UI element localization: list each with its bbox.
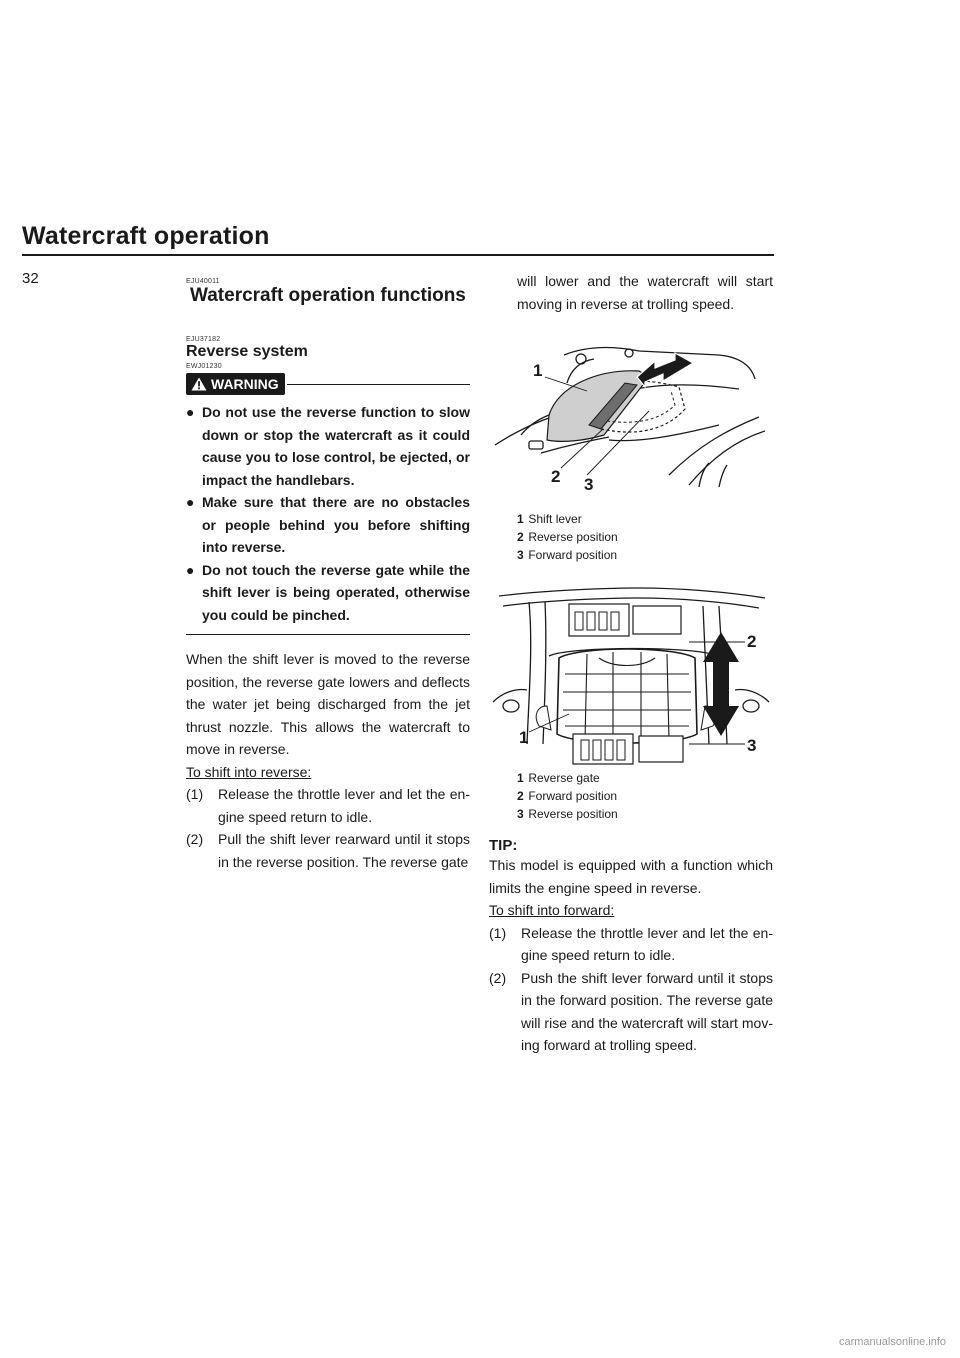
warning-header [186, 373, 470, 395]
continued-text: will lower and the watercraft will start moving in reverse at trolling speed. [517, 273, 773, 312]
figure-reverse-gate-captions [517, 769, 773, 823]
caption-item: 1 Shift lever [517, 512, 582, 526]
figure-reverse-gate [489, 584, 773, 766]
forward-steps [489, 922, 773, 1057]
caption-item: 2 Forward position [517, 789, 618, 803]
reverse-heading: To shift into reverse: [186, 763, 312, 780]
warning-item: ● Make sure that there are no obstacles or people behind you before shifting into reverse. [186, 491, 470, 559]
reverse-gate-illustration [489, 584, 773, 766]
warning-badge [186, 373, 285, 395]
warning-triangle-icon [191, 377, 207, 391]
callout-1: 1 [519, 728, 529, 747]
warning-item: ● Do not touch the reverse gate while the shift lever is being operated, otherwise you could be pinched. [186, 559, 470, 627]
footer-watermark: carmanualsonline.info [838, 1336, 946, 1348]
bullet-icon: ● [186, 404, 195, 420]
caption-item: 1 Reverse gate [517, 771, 600, 785]
caption-item: 3 Reverse position [517, 807, 618, 821]
bullet-icon: ● [186, 494, 195, 510]
step-item: (1) Release the throttle lever and let the en-gine speed return to idle. [186, 786, 470, 825]
right-column [489, 270, 773, 1057]
warning-end-rule [186, 634, 470, 635]
subsection-title: Reverse system [186, 343, 308, 360]
step-item: (2) Push the shift lever forward until it stops in the forward position. The reverse gate will rise and the watercraft will start mov-ing forward at trolling speed. [489, 969, 773, 1053]
figure-shift-lever-captions [517, 510, 773, 564]
page-number: 32 [22, 270, 39, 287]
callout-2: 2 [551, 467, 561, 486]
step-item: (1) Release the throttle lever and let the en-gine speed return to idle. [489, 924, 773, 963]
tip-title: TIP: [489, 837, 518, 854]
step-item: (2) Pull the shift lever rearward until it stops in the reverse position. The reverse gate [186, 831, 470, 870]
callout-1: 1 [533, 361, 543, 380]
callout-3: 3 [747, 736, 757, 755]
callout-3: 3 [584, 475, 594, 494]
warning-item: ● Do not use the reverse function to slow down or stop the watercraft as it could cause you to lose control, be ejected, or impact the handlebars. [186, 401, 470, 491]
reverse-description: When the shift lever is moved to the reverse position, the reverse gate lowers and deflects the water jet being discharged from the jet thrust nozzle. This allows the watercraft to move in reverse. [186, 651, 470, 757]
figure-shift-lever [489, 325, 773, 495]
tip-text: This model is equipped with a function which limits the engine speed in reverse. [489, 857, 773, 896]
caption-item: 3 Forward position [517, 548, 618, 562]
warning-rule [287, 384, 470, 385]
title-rule [22, 254, 774, 256]
section-code: EJU40011 [186, 278, 220, 285]
bullet-icon: ● [186, 561, 195, 578]
callout-2: 2 [747, 632, 757, 651]
shift-lever-illustration [489, 325, 773, 495]
caption-item: 2 Reverse position [517, 530, 618, 544]
reverse-steps [186, 783, 470, 873]
section-title: Watercraft operation functions [190, 285, 466, 306]
forward-heading: To shift into forward: [489, 902, 615, 918]
page-title: Watercraft operation [22, 222, 270, 250]
warning-label: WARNING [211, 376, 279, 392]
left-column [186, 270, 470, 873]
warning-code: EWJ01230 [186, 363, 222, 370]
warning-list [186, 401, 470, 626]
subsection-code: EJU37182 [186, 336, 221, 343]
